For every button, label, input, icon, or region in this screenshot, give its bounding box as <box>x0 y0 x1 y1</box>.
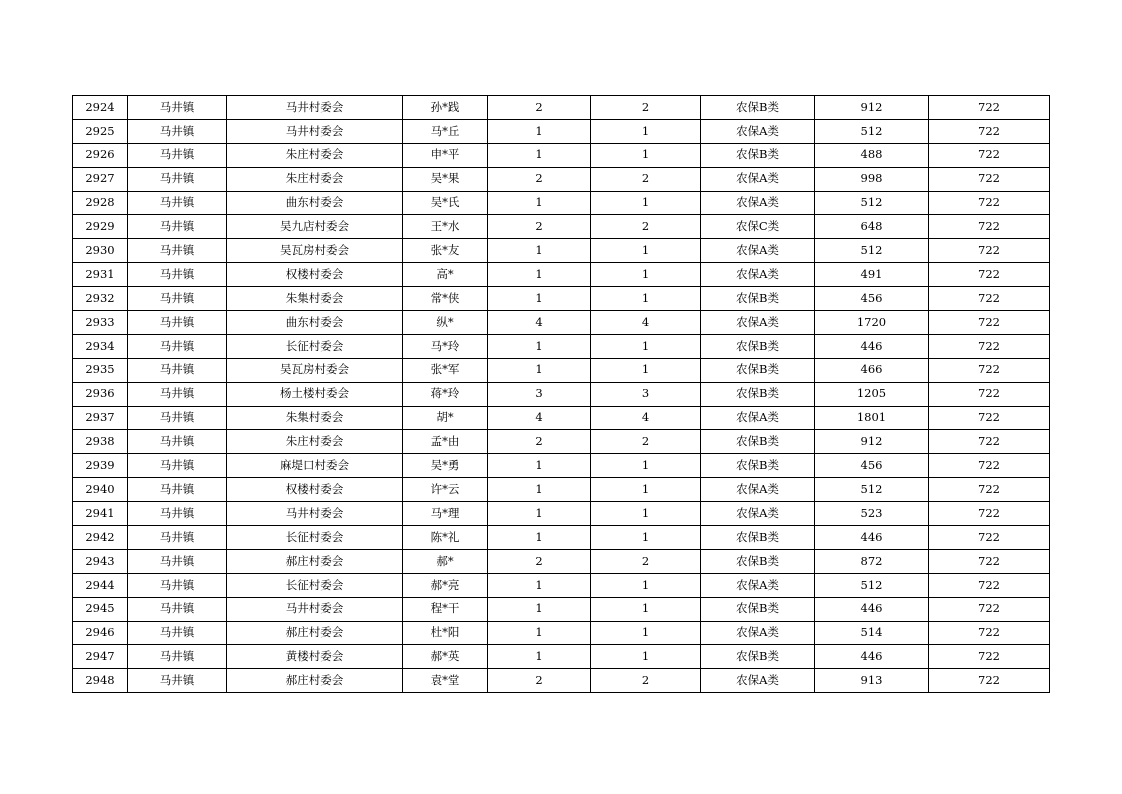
town-cell: 马井镇 <box>128 549 227 573</box>
town-cell: 马井镇 <box>128 573 227 597</box>
insurance-type-cell: 农保C类 <box>701 215 815 239</box>
person-count-cell: 1 <box>591 239 701 263</box>
table-row <box>73 239 1050 263</box>
village-committee-cell: 权楼村委会 <box>227 263 403 287</box>
name-cell: 纵* <box>403 311 488 335</box>
village-committee-cell: 朱庄村委会 <box>227 430 403 454</box>
amount-cell: 466 <box>815 358 929 382</box>
name-cell: 蒋*玲 <box>403 382 488 406</box>
insurance-type-cell: 农保A类 <box>701 191 815 215</box>
insurance-type-cell: 农保B类 <box>701 143 815 167</box>
amount-cell: 514 <box>815 621 929 645</box>
person-count-cell: 1 <box>591 263 701 287</box>
village-committee-cell: 黄楼村委会 <box>227 645 403 669</box>
row-number-cell: 2945 <box>73 597 128 621</box>
standard-cell: 722 <box>929 239 1050 263</box>
amount-cell: 1801 <box>815 406 929 430</box>
amount-cell: 446 <box>815 526 929 550</box>
town-cell: 马井镇 <box>128 645 227 669</box>
village-committee-cell: 吴九店村委会 <box>227 215 403 239</box>
household-count-cell: 1 <box>488 263 591 287</box>
amount-cell: 512 <box>815 119 929 143</box>
village-committee-cell: 马井村委会 <box>227 597 403 621</box>
village-committee-cell: 马井村委会 <box>227 96 403 120</box>
row-number-cell: 2927 <box>73 167 128 191</box>
person-count-cell: 3 <box>591 382 701 406</box>
town-cell: 马井镇 <box>128 96 227 120</box>
name-cell: 吴*果 <box>403 167 488 191</box>
town-cell: 马井镇 <box>128 382 227 406</box>
row-number-cell: 2924 <box>73 96 128 120</box>
standard-cell: 722 <box>929 645 1050 669</box>
standard-cell: 722 <box>929 502 1050 526</box>
town-cell: 马井镇 <box>128 406 227 430</box>
person-count-cell: 2 <box>591 430 701 454</box>
table-row <box>73 334 1050 358</box>
standard-cell: 722 <box>929 526 1050 550</box>
amount-cell: 512 <box>815 573 929 597</box>
insurance-type-cell: 农保B类 <box>701 287 815 311</box>
standard-cell: 722 <box>929 669 1050 693</box>
row-number-cell: 2928 <box>73 191 128 215</box>
name-cell: 郝*亮 <box>403 573 488 597</box>
town-cell: 马井镇 <box>128 263 227 287</box>
name-cell: 高* <box>403 263 488 287</box>
name-cell: 程*干 <box>403 597 488 621</box>
row-number-cell: 2930 <box>73 239 128 263</box>
village-committee-cell: 郝庄村委会 <box>227 549 403 573</box>
household-count-cell: 2 <box>488 430 591 454</box>
row-number-cell: 2943 <box>73 549 128 573</box>
town-cell: 马井镇 <box>128 526 227 550</box>
table-row <box>73 573 1050 597</box>
name-cell: 孙*践 <box>403 96 488 120</box>
amount-cell: 512 <box>815 191 929 215</box>
household-count-cell: 2 <box>488 549 591 573</box>
table-row <box>73 191 1050 215</box>
amount-cell: 523 <box>815 502 929 526</box>
person-count-cell: 1 <box>591 573 701 597</box>
table-row <box>73 311 1050 335</box>
name-cell: 陈*礼 <box>403 526 488 550</box>
table-row <box>73 597 1050 621</box>
insurance-type-cell: 农保B类 <box>701 597 815 621</box>
insurance-type-cell: 农保B类 <box>701 382 815 406</box>
household-count-cell: 1 <box>488 645 591 669</box>
village-committee-cell: 杨土楼村委会 <box>227 382 403 406</box>
town-cell: 马井镇 <box>128 167 227 191</box>
village-committee-cell: 朱集村委会 <box>227 287 403 311</box>
standard-cell: 722 <box>929 382 1050 406</box>
insurance-type-cell: 农保A类 <box>701 573 815 597</box>
town-cell: 马井镇 <box>128 119 227 143</box>
standard-cell: 722 <box>929 454 1050 478</box>
person-count-cell: 1 <box>591 621 701 645</box>
name-cell: 吴*氏 <box>403 191 488 215</box>
village-committee-cell: 权楼村委会 <box>227 478 403 502</box>
table-row <box>73 167 1050 191</box>
person-count-cell: 1 <box>591 478 701 502</box>
amount-cell: 446 <box>815 597 929 621</box>
table-row <box>73 382 1050 406</box>
name-cell: 郝*英 <box>403 645 488 669</box>
person-count-cell: 4 <box>591 406 701 430</box>
insurance-type-cell: 农保A类 <box>701 502 815 526</box>
village-committee-cell: 长征村委会 <box>227 334 403 358</box>
standard-cell: 722 <box>929 311 1050 335</box>
name-cell: 申*平 <box>403 143 488 167</box>
standard-cell: 722 <box>929 143 1050 167</box>
standard-cell: 722 <box>929 215 1050 239</box>
standard-cell: 722 <box>929 406 1050 430</box>
town-cell: 马井镇 <box>128 334 227 358</box>
standard-cell: 722 <box>929 119 1050 143</box>
row-number-cell: 2938 <box>73 430 128 454</box>
table-row <box>73 430 1050 454</box>
amount-cell: 446 <box>815 645 929 669</box>
village-committee-cell: 马井村委会 <box>227 119 403 143</box>
insurance-type-cell: 农保A类 <box>701 478 815 502</box>
household-count-cell: 2 <box>488 215 591 239</box>
person-count-cell: 2 <box>591 167 701 191</box>
row-number-cell: 2948 <box>73 669 128 693</box>
amount-cell: 456 <box>815 287 929 311</box>
household-count-cell: 1 <box>488 478 591 502</box>
amount-cell: 446 <box>815 334 929 358</box>
insurance-type-cell: 农保A类 <box>701 263 815 287</box>
table-row <box>73 526 1050 550</box>
household-count-cell: 2 <box>488 96 591 120</box>
row-number-cell: 2935 <box>73 358 128 382</box>
insurance-type-cell: 农保A类 <box>701 621 815 645</box>
name-cell: 孟*由 <box>403 430 488 454</box>
village-committee-cell: 朱庄村委会 <box>227 143 403 167</box>
standard-cell: 722 <box>929 334 1050 358</box>
household-count-cell: 1 <box>488 597 591 621</box>
table-row <box>73 502 1050 526</box>
amount-cell: 912 <box>815 430 929 454</box>
village-committee-cell: 曲东村委会 <box>227 191 403 215</box>
village-committee-cell: 马井村委会 <box>227 502 403 526</box>
town-cell: 马井镇 <box>128 143 227 167</box>
village-committee-cell: 吴瓦房村委会 <box>227 358 403 382</box>
insurance-type-cell: 农保B类 <box>701 549 815 573</box>
standard-cell: 722 <box>929 96 1050 120</box>
insurance-type-cell: 农保B类 <box>701 430 815 454</box>
row-number-cell: 2934 <box>73 334 128 358</box>
village-committee-cell: 朱集村委会 <box>227 406 403 430</box>
person-count-cell: 1 <box>591 191 701 215</box>
table-row <box>73 669 1050 693</box>
household-count-cell: 1 <box>488 287 591 311</box>
town-cell: 马井镇 <box>128 358 227 382</box>
standard-cell: 722 <box>929 597 1050 621</box>
standard-cell: 722 <box>929 430 1050 454</box>
town-cell: 马井镇 <box>128 669 227 693</box>
amount-cell: 913 <box>815 669 929 693</box>
household-count-cell: 1 <box>488 358 591 382</box>
amount-cell: 648 <box>815 215 929 239</box>
town-cell: 马井镇 <box>128 621 227 645</box>
household-count-cell: 1 <box>488 143 591 167</box>
insurance-type-cell: 农保B类 <box>701 334 815 358</box>
town-cell: 马井镇 <box>128 597 227 621</box>
name-cell: 马*理 <box>403 502 488 526</box>
table-row <box>73 119 1050 143</box>
name-cell: 张*友 <box>403 239 488 263</box>
household-count-cell: 1 <box>488 502 591 526</box>
row-number-cell: 2929 <box>73 215 128 239</box>
table-row <box>73 215 1050 239</box>
table-row <box>73 454 1050 478</box>
amount-cell: 512 <box>815 239 929 263</box>
town-cell: 马井镇 <box>128 311 227 335</box>
town-cell: 马井镇 <box>128 430 227 454</box>
amount-cell: 872 <box>815 549 929 573</box>
name-cell: 马*丘 <box>403 119 488 143</box>
town-cell: 马井镇 <box>128 239 227 263</box>
row-number-cell: 2947 <box>73 645 128 669</box>
table-row <box>73 478 1050 502</box>
household-count-cell: 1 <box>488 191 591 215</box>
amount-cell: 488 <box>815 143 929 167</box>
insurance-type-cell: 农保A类 <box>701 167 815 191</box>
row-number-cell: 2933 <box>73 311 128 335</box>
person-count-cell: 1 <box>591 645 701 669</box>
household-count-cell: 2 <box>488 669 591 693</box>
standard-cell: 722 <box>929 573 1050 597</box>
person-count-cell: 2 <box>591 549 701 573</box>
person-count-cell: 4 <box>591 311 701 335</box>
household-count-cell: 1 <box>488 573 591 597</box>
amount-cell: 912 <box>815 96 929 120</box>
name-cell: 郝* <box>403 549 488 573</box>
person-count-cell: 1 <box>591 454 701 478</box>
person-count-cell: 1 <box>591 119 701 143</box>
person-count-cell: 1 <box>591 526 701 550</box>
household-count-cell: 1 <box>488 334 591 358</box>
standard-cell: 722 <box>929 358 1050 382</box>
row-number-cell: 2937 <box>73 406 128 430</box>
amount-cell: 1720 <box>815 311 929 335</box>
village-committee-cell: 吴瓦房村委会 <box>227 239 403 263</box>
person-count-cell: 1 <box>591 502 701 526</box>
insurance-type-cell: 农保A类 <box>701 119 815 143</box>
amount-cell: 1205 <box>815 382 929 406</box>
standard-cell: 722 <box>929 191 1050 215</box>
name-cell: 杜*阳 <box>403 621 488 645</box>
town-cell: 马井镇 <box>128 478 227 502</box>
table-row <box>73 287 1050 311</box>
table-row <box>73 406 1050 430</box>
insurance-type-cell: 农保A类 <box>701 239 815 263</box>
amount-cell: 456 <box>815 454 929 478</box>
table-row <box>73 358 1050 382</box>
name-cell: 王*水 <box>403 215 488 239</box>
town-cell: 马井镇 <box>128 454 227 478</box>
row-number-cell: 2926 <box>73 143 128 167</box>
amount-cell: 491 <box>815 263 929 287</box>
row-number-cell: 2941 <box>73 502 128 526</box>
name-cell: 常*侠 <box>403 287 488 311</box>
row-number-cell: 2944 <box>73 573 128 597</box>
row-number-cell: 2931 <box>73 263 128 287</box>
name-cell: 张*军 <box>403 358 488 382</box>
person-count-cell: 2 <box>591 215 701 239</box>
person-count-cell: 1 <box>591 143 701 167</box>
town-cell: 马井镇 <box>128 215 227 239</box>
insurance-type-cell: 农保A类 <box>701 406 815 430</box>
household-count-cell: 1 <box>488 119 591 143</box>
table-body <box>73 96 1050 693</box>
household-count-cell: 4 <box>488 311 591 335</box>
town-cell: 马井镇 <box>128 502 227 526</box>
village-committee-cell: 麻堤口村委会 <box>227 454 403 478</box>
row-number-cell: 2932 <box>73 287 128 311</box>
row-number-cell: 2946 <box>73 621 128 645</box>
row-number-cell: 2942 <box>73 526 128 550</box>
standard-cell: 722 <box>929 549 1050 573</box>
table-row <box>73 645 1050 669</box>
insurance-type-cell: 农保B类 <box>701 96 815 120</box>
village-committee-cell: 郝庄村委会 <box>227 669 403 693</box>
town-cell: 马井镇 <box>128 287 227 311</box>
standard-cell: 722 <box>929 478 1050 502</box>
standard-cell: 722 <box>929 263 1050 287</box>
insurance-type-cell: 农保A类 <box>701 669 815 693</box>
village-committee-cell: 长征村委会 <box>227 526 403 550</box>
person-count-cell: 1 <box>591 334 701 358</box>
village-committee-cell: 郝庄村委会 <box>227 621 403 645</box>
household-count-cell: 3 <box>488 382 591 406</box>
insurance-type-cell: 农保A类 <box>701 311 815 335</box>
household-count-cell: 1 <box>488 621 591 645</box>
household-count-cell: 1 <box>488 526 591 550</box>
insurance-type-cell: 农保B类 <box>701 454 815 478</box>
table-row <box>73 263 1050 287</box>
name-cell: 马*玲 <box>403 334 488 358</box>
amount-cell: 998 <box>815 167 929 191</box>
name-cell: 吴*勇 <box>403 454 488 478</box>
table-row <box>73 96 1050 120</box>
standard-cell: 722 <box>929 621 1050 645</box>
data-table <box>72 95 1050 693</box>
town-cell: 马井镇 <box>128 191 227 215</box>
table-row <box>73 549 1050 573</box>
person-count-cell: 1 <box>591 597 701 621</box>
name-cell: 袁*堂 <box>403 669 488 693</box>
person-count-cell: 2 <box>591 669 701 693</box>
village-committee-cell: 曲东村委会 <box>227 311 403 335</box>
standard-cell: 722 <box>929 167 1050 191</box>
amount-cell: 512 <box>815 478 929 502</box>
row-number-cell: 2939 <box>73 454 128 478</box>
row-number-cell: 2925 <box>73 119 128 143</box>
name-cell: 许*云 <box>403 478 488 502</box>
person-count-cell: 1 <box>591 358 701 382</box>
person-count-cell: 1 <box>591 287 701 311</box>
household-count-cell: 1 <box>488 454 591 478</box>
village-committee-cell: 朱庄村委会 <box>227 167 403 191</box>
insurance-type-cell: 农保B类 <box>701 358 815 382</box>
table-row <box>73 143 1050 167</box>
household-count-cell: 4 <box>488 406 591 430</box>
insurance-type-cell: 农保B类 <box>701 645 815 669</box>
household-count-cell: 1 <box>488 239 591 263</box>
household-count-cell: 2 <box>488 167 591 191</box>
name-cell: 胡* <box>403 406 488 430</box>
standard-cell: 722 <box>929 287 1050 311</box>
insurance-type-cell: 农保B类 <box>701 526 815 550</box>
row-number-cell: 2936 <box>73 382 128 406</box>
village-committee-cell: 长征村委会 <box>227 573 403 597</box>
table-row <box>73 621 1050 645</box>
person-count-cell: 2 <box>591 96 701 120</box>
row-number-cell: 2940 <box>73 478 128 502</box>
